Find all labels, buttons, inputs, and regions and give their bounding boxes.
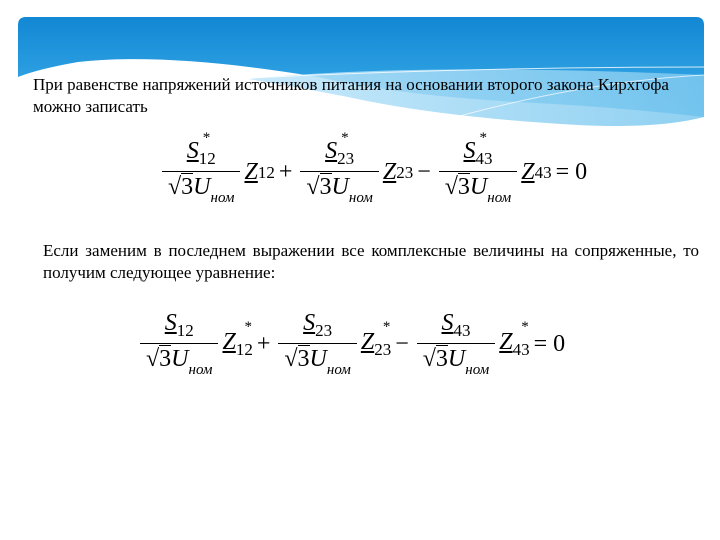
intro-text: При равенстве напряжений источников питания на основании второго закона Кирхгофа можно записать [33,75,669,116]
fraction-term-1: $S_{12}$ * $√3U_{ном}$ [162,138,240,207]
fraction-term-2: $S_{23}$ * $√3U_{ном}$ [300,138,378,207]
formula-kirchhoff: $S_{12}$ * $√3U_{ном}$ Z 12 + $S_{23}$ * $√3U_{ном}$ Z 23 − $S_{43}$ * $√3U_{ном}$ Z 43 = 0 [158,138,591,207]
conjugate-text: Если заменим в последнем выражении все комплексные величины на сопряженные, то получим следующее уравнение: [43,241,699,282]
fraction-term-2: $\frac{S_{23}}{√3U_{ном}}$ [278,310,356,379]
formula-conjugate: $\frac{S_{12}}{√3U_{ном}}$ $Z_{12}$ * + $\frac{S_{23}}{√3U_{ном}}$ $Z_{23}$ * − $\frac{S_{43}}{√3U_{ном}}$ $Z_{43}$ * = 0 [136,310,569,379]
fraction-term-3: $S_{43}$ * $√3U_{ном}$ [439,138,517,207]
fraction-term-1: $\frac{S_{12}}{√3U_{ном}}$ [140,310,218,379]
fraction-term-3: $\frac{S_{43}}{√3U_{ном}}$ [417,310,495,379]
